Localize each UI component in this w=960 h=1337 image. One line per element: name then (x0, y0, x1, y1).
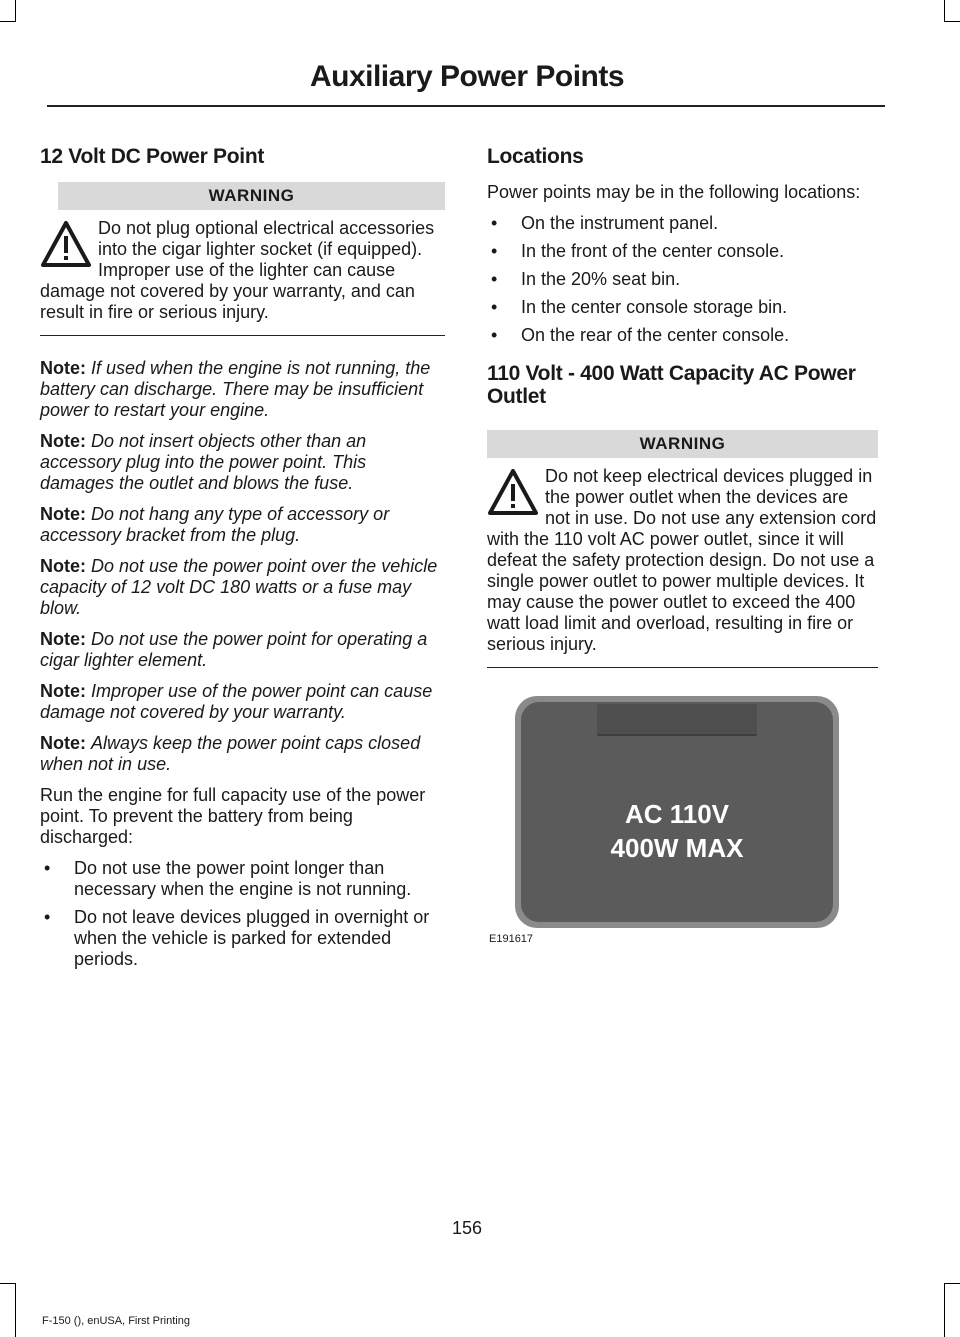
note-label: Note: (40, 733, 86, 754)
note-text: Always keep the power point caps closed when not in use. (40, 733, 421, 775)
page-number: 156 (451, 1218, 483, 1238)
note-text: Do not use the power point over the vehicle capacity of 12 volt DC 180 watts or a fuse may blow. (40, 556, 438, 619)
note (40, 504, 445, 546)
crop-mark (15, 1283, 16, 1337)
note-text: Do not use the power point for operating a cigar lighter element. (40, 629, 428, 671)
note-label: Note: (40, 431, 86, 452)
note-text: Improper use of the power point can cause damage not covered by your warranty. (40, 681, 433, 723)
outlet-label-wattage: 400W MAX (610, 833, 744, 864)
section-heading-ac-outlet: 110 Volt - 400 Watt Capacity AC Power Outlet (487, 362, 856, 409)
crop-mark (0, 21, 16, 22)
edition-footer: F-150 (), enUSA, First Printing (42, 1315, 190, 1327)
bullet-list (40, 858, 445, 970)
list-item: • On the rear of the center console. (487, 325, 878, 346)
warning-box (40, 218, 445, 323)
warning-triangle-icon (40, 220, 92, 268)
warning-box (487, 466, 878, 655)
crop-mark (0, 1283, 16, 1284)
warning-text: Do not keep electrical devices plugged in the power outlet when the devices are not in use. Do not use any extension cord with the 110 volt AC power outlet, since it will defeat the safety protection design. Do not use a single power outlet to power multiple devices. It may cause the power outlet to exceed the 400 watt load limit and overload, resulting in fire or serious injury. (487, 466, 877, 655)
note (40, 431, 445, 494)
note-label: Note: (40, 681, 86, 702)
list-item: • On the instrument panel. (487, 213, 878, 234)
crop-mark (944, 21, 960, 22)
crop-mark (944, 1283, 960, 1284)
note-label: Note: (40, 629, 86, 650)
list-item: • In the front of the center console. (487, 241, 878, 262)
note-label: Note: (40, 504, 86, 525)
section-heading-12v: 12 Volt DC Power Point (40, 145, 265, 168)
note-text: Do not hang any type of accessory or accessory bracket from the plug. (40, 504, 390, 546)
list-item: • Do not leave devices plugged in overnight or when the vehicle is parked for extended periods. (40, 907, 445, 970)
warning-triangle-icon (487, 468, 539, 516)
note (40, 681, 445, 723)
page-title: Auxiliary Power Points (309, 60, 625, 93)
warning-divider (487, 667, 878, 668)
crop-mark (15, 0, 16, 22)
warning-banner: WARNING (487, 430, 878, 458)
left-column (40, 145, 445, 977)
note (40, 556, 445, 619)
note-label: Note: (40, 358, 86, 379)
note-label: Note: (40, 556, 86, 577)
ac-outlet-figure (487, 690, 839, 950)
crop-mark (944, 0, 945, 22)
outlet-label-voltage: AC 110V (624, 799, 730, 830)
list-item: • Do not use the power point longer than necessary when the engine is not running. (40, 858, 445, 900)
note (40, 358, 445, 421)
note-text: Do not insert objects other than an accessory plug into the power point. This damages the outlet and blows the fuse. (40, 431, 367, 494)
locations-intro: Power points may be in the following locations: (487, 182, 861, 203)
note-text: If used when the engine is not running, the battery can discharge. There may be insufficient power to restart your engine. (40, 358, 431, 421)
crop-mark (944, 1283, 945, 1337)
list-item: • In the center console storage bin. (487, 297, 878, 318)
note (40, 733, 445, 775)
outlet-hinge (597, 704, 757, 736)
figure-code: E191617 (489, 933, 534, 946)
locations-list (487, 213, 878, 346)
warning-banner: WARNING (58, 182, 445, 210)
section-heading-locations: Locations (487, 145, 584, 168)
right-column (487, 145, 878, 950)
body-paragraph: Run the engine for full capacity use of the power point. To prevent the battery from being discharged: (40, 785, 426, 848)
warning-divider (40, 335, 445, 336)
note (40, 629, 445, 671)
title-divider (47, 105, 885, 107)
list-item: • In the 20% seat bin. (487, 269, 878, 290)
warning-text: Do not plug optional electrical accessories into the cigar lighter socket (if equipped). Improper use of the lighter can cause damage not covered by your warranty, and can result in fire or serious injury. (40, 218, 435, 323)
